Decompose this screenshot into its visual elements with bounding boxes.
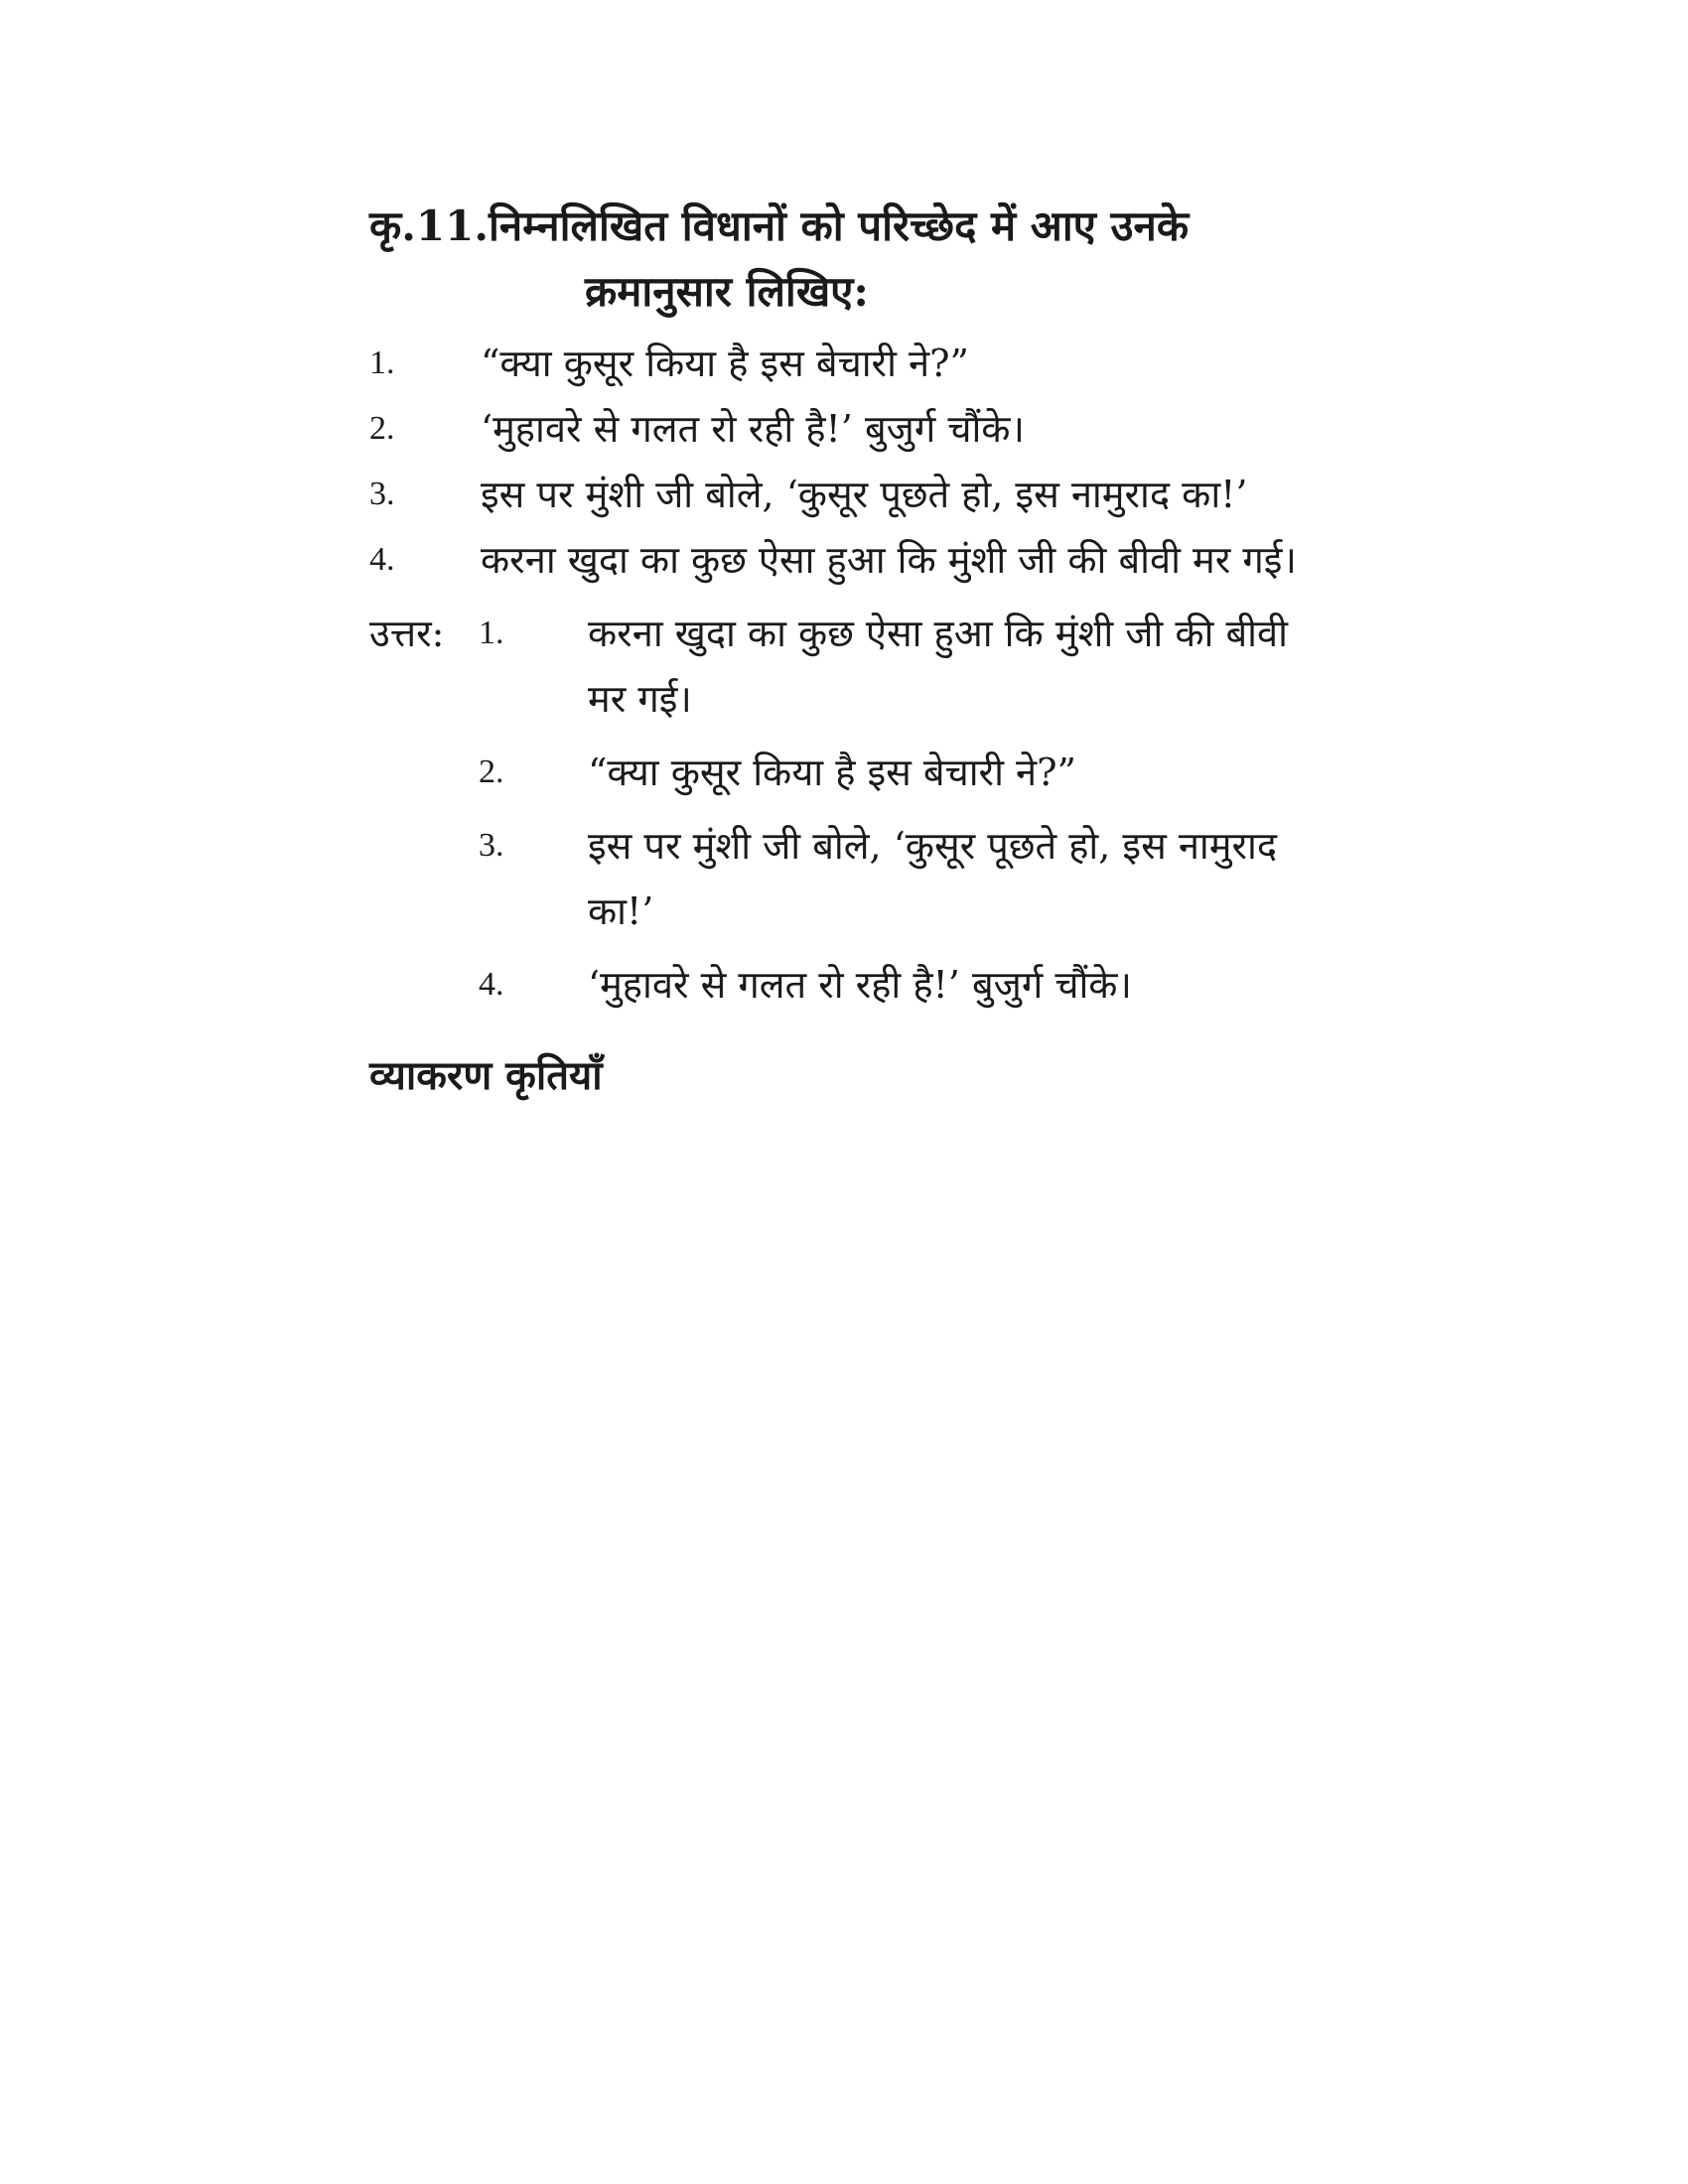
item-number: 2. (369, 410, 395, 447)
item-number: 4. (369, 541, 395, 578)
item-text: “क्या कुसूर किया है इस बेचारी ने?” (481, 341, 969, 385)
answer-item-number: 3. (479, 827, 504, 864)
answer-item-text: इस पर मुंशी जी बोले, ‘कुसूर पूछते हो, इस नामुराद का!’ (588, 824, 1278, 933)
list-item (369, 331, 1303, 396)
answer-item-text: ‘मुहावरे से गलत रो रही है!’ बुजुर्ग चौंके। (588, 963, 1132, 1007)
answer-item-number: 1. (479, 614, 504, 651)
list-item (369, 527, 1303, 593)
question-text-line2: क्रमानुसार लिखिए: (584, 267, 869, 316)
document-page (369, 194, 1303, 1109)
question-heading (369, 194, 1303, 325)
question-number: कृ.11. (369, 202, 489, 250)
statement-list (369, 331, 1303, 593)
item-text: ‘मुहावरे से गलत रो रही है!’ बुजुर्ग चौंके। (481, 407, 1025, 451)
list-item (369, 396, 1303, 462)
answer-item-number: 2. (479, 753, 504, 790)
answer-list (479, 601, 1303, 1025)
item-text: करना खुदा का कुछ ऐसा हुआ कि मुंशी जी की बीवी मर गई। (481, 538, 1297, 582)
section-title: व्याकरण कृतियाँ (369, 1052, 603, 1099)
question-text (489, 194, 1303, 325)
answer-item (479, 952, 1303, 1018)
answer-item (479, 740, 1303, 805)
answer-label: उत्तर: (369, 612, 445, 655)
list-item (369, 462, 1303, 527)
question-text-line1: निम्नलिखित विधानों को परिच्छेद में आए उनके (488, 202, 1190, 250)
answer-section (369, 601, 1303, 1025)
item-number: 1. (369, 344, 395, 381)
item-number: 3. (369, 476, 395, 512)
answer-item (479, 813, 1303, 944)
answer-item (479, 601, 1303, 732)
answer-item-number: 4. (479, 966, 504, 1003)
answer-item-text: “क्या कुसूर किया है इस बेचारी ने?” (588, 751, 1076, 794)
answer-item-text: करना खुदा का कुछ ऐसा हुआ कि मुंशी जी की बीवी मर गई। (588, 612, 1288, 721)
item-text: इस पर मुंशी जी बोले, ‘कुसूर पूछते हो, इस नामुराद का!’ (481, 473, 1248, 516)
